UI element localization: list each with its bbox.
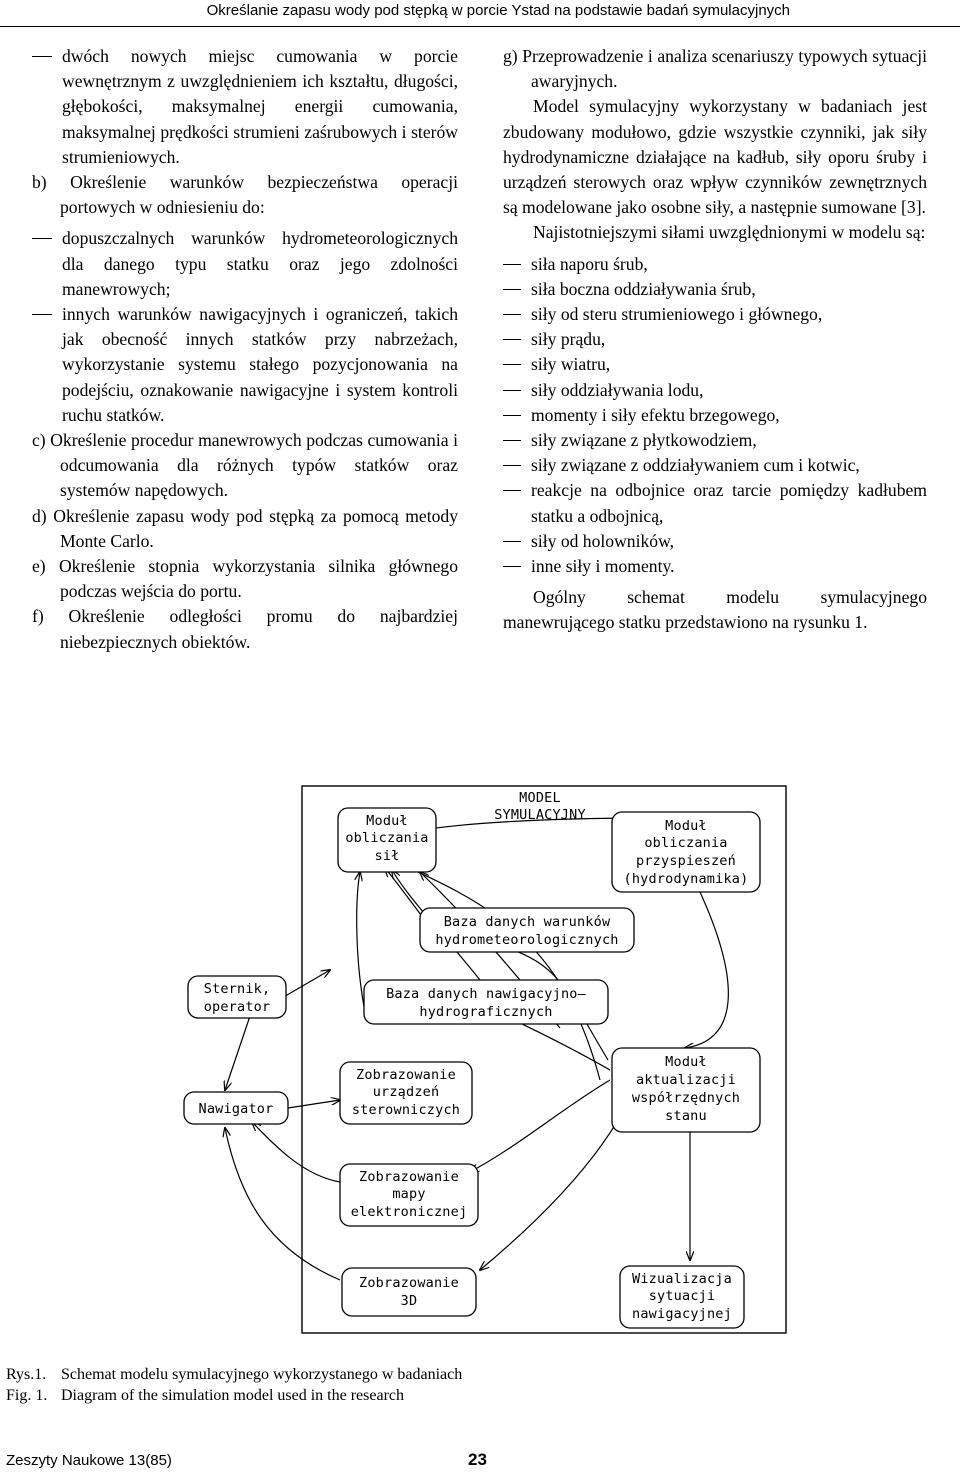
footer-journal: Zeszyty Naukowe 13(85): [6, 1452, 172, 1469]
paragraph-forces-intro: Najistotniejszymi siłami uwzględnionymi w modelu są:: [533, 222, 926, 243]
svg-text:Zobrazowanie: Zobrazowanie: [359, 1169, 459, 1185]
svg-text:sytuacji: sytuacji: [648, 1288, 716, 1304]
item-g: g) Przeprowadzenie i analiza scenariuszy typowych sytuacji awaryjnych.: [503, 46, 927, 92]
edge-accel-to-update: [685, 892, 728, 1048]
svg-text:współrzędnych: współrzędnych: [631, 1090, 741, 1106]
dash-bullet: [503, 390, 521, 391]
svg-text:(hydrodynamika): (hydrodynamika): [623, 871, 749, 887]
list-item: siły związane z oddziaływaniem cum i kotwic,: [503, 453, 927, 478]
svg-text:mapy: mapy: [392, 1186, 426, 1202]
frame-title-line2: SYMULACYJNY: [494, 807, 586, 823]
dash-bullet: [503, 339, 521, 340]
item-c: c) Określenie procedur manewrowych podczas cumowania i odcumowania dla różnych typów statków oraz systemów napędowych.: [32, 430, 458, 501]
paragraph-model: Model symulacyjny wykorzystany w badaniach jest zbudowany modułowo, gdzie wszystkie czynniki, jak siły hydrodynamiczne działające na kadłub, siły oporu śruby i urządzeń sterowych oraz wpływ czynników zewnętrznych są modelowane jako osobne siły, a następnie sumowane [3].: [503, 96, 927, 218]
edge-helmsman-to-navigator: [225, 1016, 250, 1090]
node-3d-display: [342, 1268, 476, 1316]
item-b-sublist: [32, 226, 458, 428]
node-nav-visualization: [620, 1266, 744, 1328]
list-item: siła naporu śrub,: [503, 252, 927, 277]
svg-text:Sternik,: Sternik,: [203, 981, 271, 997]
list-item: dopuszczalnych warunków hydrometeorologicznych dla danego typu statku oraz jego zdolności manewrowych;: [32, 226, 458, 302]
svg-text:obliczania: obliczania: [644, 835, 728, 851]
item-d: d) Określenie zapasu wody pod stępką za pomocą metody Monte Carlo.: [32, 505, 458, 551]
svg-text:hydrograficznych: hydrograficznych: [419, 1004, 553, 1020]
list-item: siły oddziaływania lodu,: [503, 378, 927, 403]
dash-bullet: [503, 541, 521, 542]
list-item: reakcje na odbojnice oraz tarcie pomiędzy kadłubem statku a odbojnicą,: [503, 478, 927, 528]
svg-text:nawigacyjnej: nawigacyjnej: [632, 1306, 732, 1322]
svg-text:obliczania: obliczania: [345, 830, 429, 846]
node-nav-db: [364, 980, 608, 1024]
node-helmsman: [188, 976, 286, 1018]
running-header: [0, 0, 960, 28]
caption-pl: Rys.1. Schemat modelu symulacyjnego wykorzystanego w badaniach: [6, 1366, 463, 1383]
svg-text:Zobrazowanie: Zobrazowanie: [359, 1275, 459, 1291]
svg-text:stanu: stanu: [665, 1108, 707, 1124]
left-column: [32, 44, 458, 655]
node-forces-module: [338, 808, 436, 872]
header-rule: [0, 26, 960, 27]
dash-bullet: [32, 56, 52, 57]
frame-title-line1: MODEL: [519, 790, 561, 806]
svg-text:sterowniczych: sterowniczych: [351, 1102, 461, 1118]
list-item: inne siły i momenty.: [503, 554, 927, 579]
edge-update-to-map: [470, 1080, 610, 1172]
dash-bullet: [503, 415, 521, 416]
dash-bullet: [503, 364, 521, 365]
paragraph-figure-ref: Ogólny schemat modelu symulacyjnego manewrującego statku przedstawiono na rysunku 1.: [503, 587, 927, 633]
edge-map-to-navigator: [252, 1122, 340, 1182]
list-item: siły wiatru,: [503, 352, 927, 377]
dash-bullet: [503, 264, 521, 265]
simulation-model-diagram: [180, 780, 790, 1340]
item-f: f) Określenie odległości promu do najbardziej niebezpiecznych obiektów.: [32, 606, 458, 652]
header-title: Określanie zapasu wody pod stępką w porcie Ystad na podstawie badań symulacyjnych: [206, 2, 790, 19]
svg-text:urządzeń: urządzeń: [372, 1084, 440, 1100]
edge-navigator-to-steering: [288, 1100, 340, 1108]
node-steering-display: [340, 1062, 472, 1124]
dash-bullet: [503, 314, 521, 315]
list-item-a-continuation: dwóch nowych miejsc cumowania w porcie wewnętrznym z uwzględnieniem ich kształtu, długości, głębokości, maksymalnej energii cumowania, maksymalnej prędkości strumieni zaśrubowych i sterów strumieniowych.: [32, 44, 458, 170]
dash-bullet: [32, 238, 52, 239]
item-b: b) Określenie warunków bezpieczeństwa operacji portowych w odniesieniu do:: [32, 172, 458, 218]
svg-text:elektronicznej: elektronicznej: [350, 1204, 468, 1220]
dash-bullet: [503, 490, 521, 491]
list-item: siły od holowników,: [503, 529, 927, 554]
svg-text:Moduł: Moduł: [366, 813, 408, 829]
svg-text:operator: operator: [203, 999, 271, 1015]
dash-bullet: [503, 289, 521, 290]
item-e: e) Określenie stopnia wykorzystania silnika głównego podczas wejścia do portu.: [32, 556, 458, 602]
diagram-nodes: [184, 808, 760, 1328]
svg-text:Baza danych warunków: Baza danych warunków: [443, 914, 611, 930]
node-accel-module: [612, 812, 760, 892]
dash-bullet: [503, 440, 521, 441]
dash-bullet: [503, 566, 521, 567]
svg-text:aktualizacji: aktualizacji: [636, 1072, 736, 1088]
svg-text:Wizualizacja: Wizualizacja: [632, 1271, 732, 1287]
page-number: 23: [468, 1450, 487, 1469]
diagram-svg: [180, 780, 790, 1340]
figure-captions: [6, 1364, 462, 1406]
node-navigator: [184, 1092, 288, 1124]
edge-update-to-3d: [480, 1098, 630, 1270]
list-item: siły związane z płytkowodziem,: [503, 428, 927, 453]
list-item: siły od steru strumieniowego i głównego,: [503, 302, 927, 327]
right-column: [503, 44, 927, 636]
node-map-display: [340, 1164, 478, 1226]
list-item: momenty i siły efektu brzegowego,: [503, 403, 927, 428]
dash-bullet: [32, 314, 52, 315]
caption-en: Fig. 1. Diagram of the simulation model used in the research: [6, 1387, 405, 1404]
node-state-update: [612, 1048, 760, 1132]
svg-text:Zobrazowanie: Zobrazowanie: [356, 1067, 456, 1083]
svg-text:Nawigator: Nawigator: [198, 1101, 274, 1117]
svg-text:Moduł: Moduł: [665, 818, 707, 834]
forces-list: [503, 252, 927, 580]
node-hydromet-db: [420, 908, 634, 952]
list-item: innych warunków nawigacyjnych i ograniczeń, takich jak obecność innych statków przy nabrzeżach, wykorzystanie systemu stałego pozycjonowania na podejściu, oznakowanie nawigacyjne i system kontroli ruchu statków.: [32, 302, 458, 428]
svg-text:przyspieszeń: przyspieszeń: [636, 853, 736, 869]
edge-3d-to-navigator: [225, 1128, 340, 1280]
list-item: siła boczna oddziaływania śrub,: [503, 277, 927, 302]
svg-text:3D: 3D: [400, 1293, 418, 1309]
svg-text:Moduł: Moduł: [665, 1054, 707, 1070]
dash-bullet: [503, 465, 521, 466]
svg-text:hydrometeorologicznych: hydrometeorologicznych: [435, 932, 619, 948]
svg-text:Baza danych nawigacyjno–: Baza danych nawigacyjno–: [386, 986, 586, 1002]
svg-text:sił: sił: [374, 848, 400, 864]
list-item: siły prądu,: [503, 327, 927, 352]
